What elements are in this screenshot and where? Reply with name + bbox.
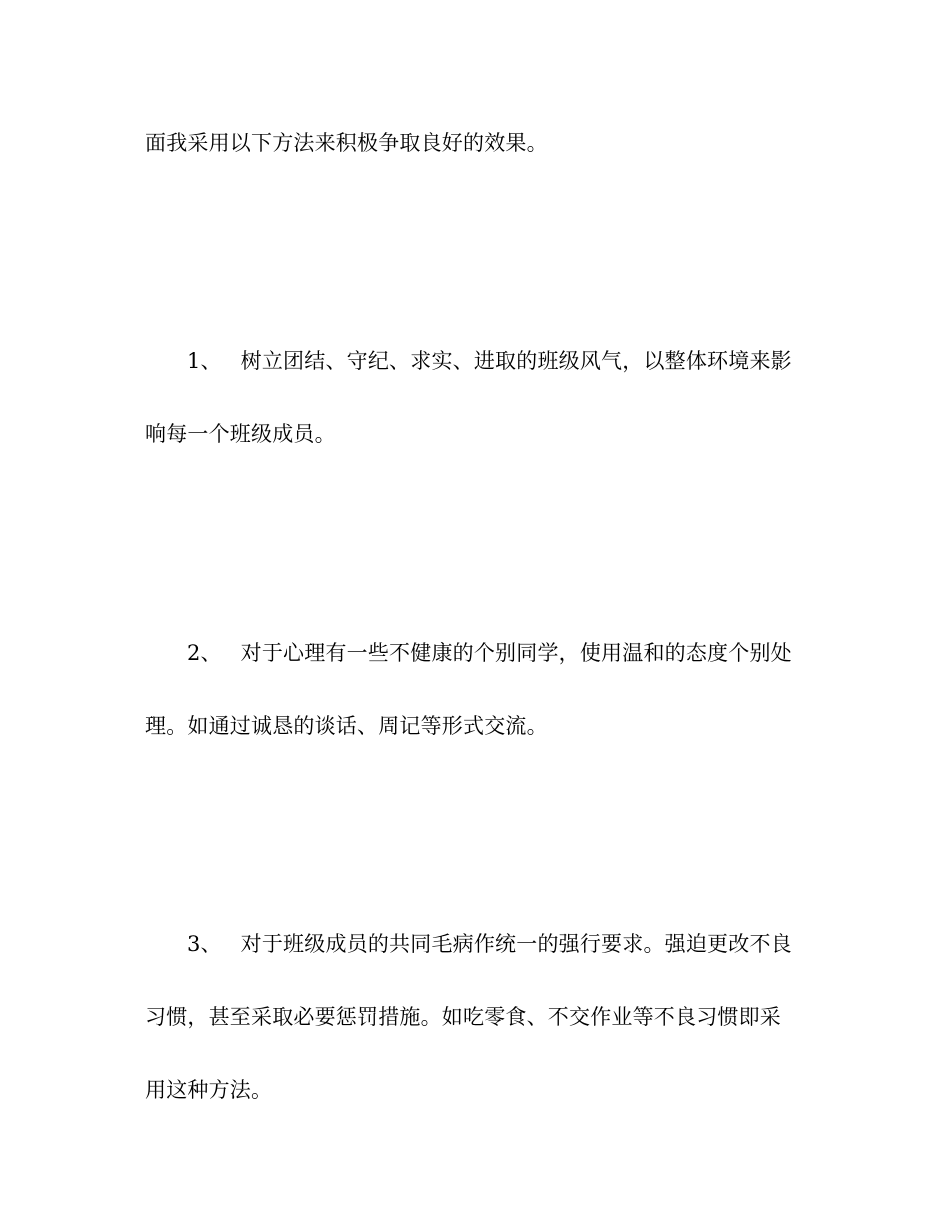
list-item-text: 对于班级成员的共同毛病作统一的强行要求。强迫更改不良	[240, 932, 792, 956]
list-item-3-third-line: 用这种方法。	[145, 1078, 273, 1102]
list-item-number: 2、	[187, 641, 222, 665]
list-item-text: 树立团结、守纪、求实、进取的班级风气，以整体环境来影	[240, 349, 792, 373]
continuation-line: 面我采用以下方法来积极争取良好的效果。	[145, 131, 548, 155]
list-item-3-first-line	[187, 929, 847, 959]
list-item-2-first-line	[187, 638, 847, 668]
list-item-number: 3、	[187, 932, 222, 956]
list-item-text: 对于心理有一些不健康的个别同学，使用温和的态度个别处	[240, 641, 792, 665]
list-item-number: 1、	[187, 349, 222, 373]
list-item-2-second-line: 理。如通过诚恳的谈话、周记等形式交流。	[145, 714, 548, 738]
list-item-3-second-line: 习惯，甚至采取必要惩罚措施。如吃零食、不交作业等不良习惯即采	[145, 1005, 781, 1029]
list-item-1-first-line	[187, 346, 847, 376]
list-item-1-second-line: 响每一个班级成员。	[145, 422, 336, 446]
